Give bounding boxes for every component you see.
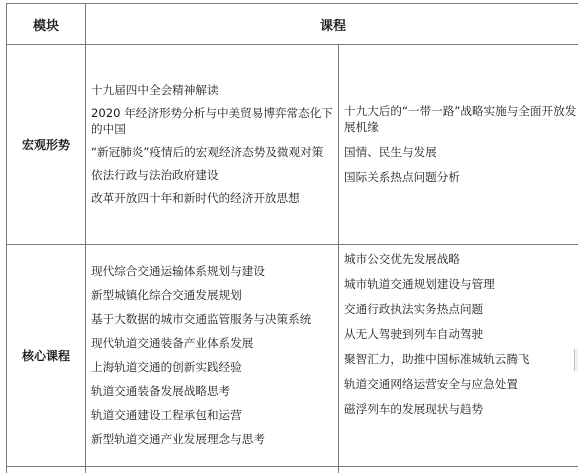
course-item: 基于大数据的城市交通监管服务与决策系统 (91, 311, 312, 326)
table-row-core (7, 245, 578, 467)
scrollbar-edge[interactable] (574, 349, 578, 371)
course-item: 十九届四中全会精神解读 (91, 83, 219, 97)
stub-cell (339, 467, 578, 473)
course-table (6, 3, 578, 473)
course-item: 交通行政执法实务热点问题 (344, 302, 484, 316)
course-item: 新型轨道交通产业发展理念与思考 (91, 431, 265, 446)
stub-cell (86, 467, 339, 473)
course-item: 轨道交通装备发展战略思考 (91, 383, 231, 398)
table-header-row (7, 4, 578, 45)
course-item: “新冠肺炎”疫情后的宏观经济态势及微观对策 (91, 145, 324, 159)
course-cell-core-right (339, 245, 578, 467)
course-cell-macro-left (86, 45, 339, 245)
module-cell-core: 核心课程 (7, 245, 86, 467)
course-item: 2020 年经济形势分析与中美贸易博弈常态化下的中国 (91, 106, 333, 136)
table-row-stub (7, 467, 578, 473)
course-list (86, 260, 338, 452)
course-item: 改革开放四十年和新时代的经济开放思想 (91, 191, 300, 205)
course-item: 磁浮列车的发展现状与趋势 (344, 402, 484, 416)
course-item: 从无人驾驶到列车自动驾驶 (344, 327, 484, 341)
course-item: 轨道交通网络运营安全与应急处置 (344, 377, 518, 391)
course-list (86, 77, 338, 212)
module-cell-macro: 宏观形势 (7, 45, 86, 245)
course-item: 现代综合交通运输体系规划与建设 (91, 263, 265, 278)
course-list (339, 245, 578, 423)
course-item: 国情、民生与发展 (344, 145, 437, 159)
header-courses: 课程 (86, 4, 578, 45)
stub-cell (7, 467, 86, 473)
course-item: 新型城镇化综合交通发展规划 (91, 287, 242, 302)
course-item: 十九大后的“一带一路”战略实施与全面开放发展机缘 (344, 104, 577, 134)
header-module: 模块 (7, 4, 86, 45)
course-item: 上海轨道交通的创新实践经验 (91, 359, 242, 374)
course-cell-core-left (86, 245, 339, 467)
course-item: 城市轨道交通规划建设与管理 (344, 277, 495, 291)
course-list (339, 99, 578, 190)
course-cell-macro-right (339, 45, 578, 245)
table-row-macro (7, 45, 578, 245)
course-item: 依法行政与法治政府建设 (91, 168, 219, 182)
course-item: 轨道交通建设工程承包和运营 (91, 407, 242, 422)
course-item: 聚智汇力，助推中国标准城轨云腾飞 (344, 352, 530, 366)
course-item: 城市公交优先发展战略 (344, 252, 460, 266)
course-item: 国际关系热点问题分析 (344, 170, 460, 184)
course-item: 现代轨道交通装备产业体系发展 (91, 335, 254, 350)
